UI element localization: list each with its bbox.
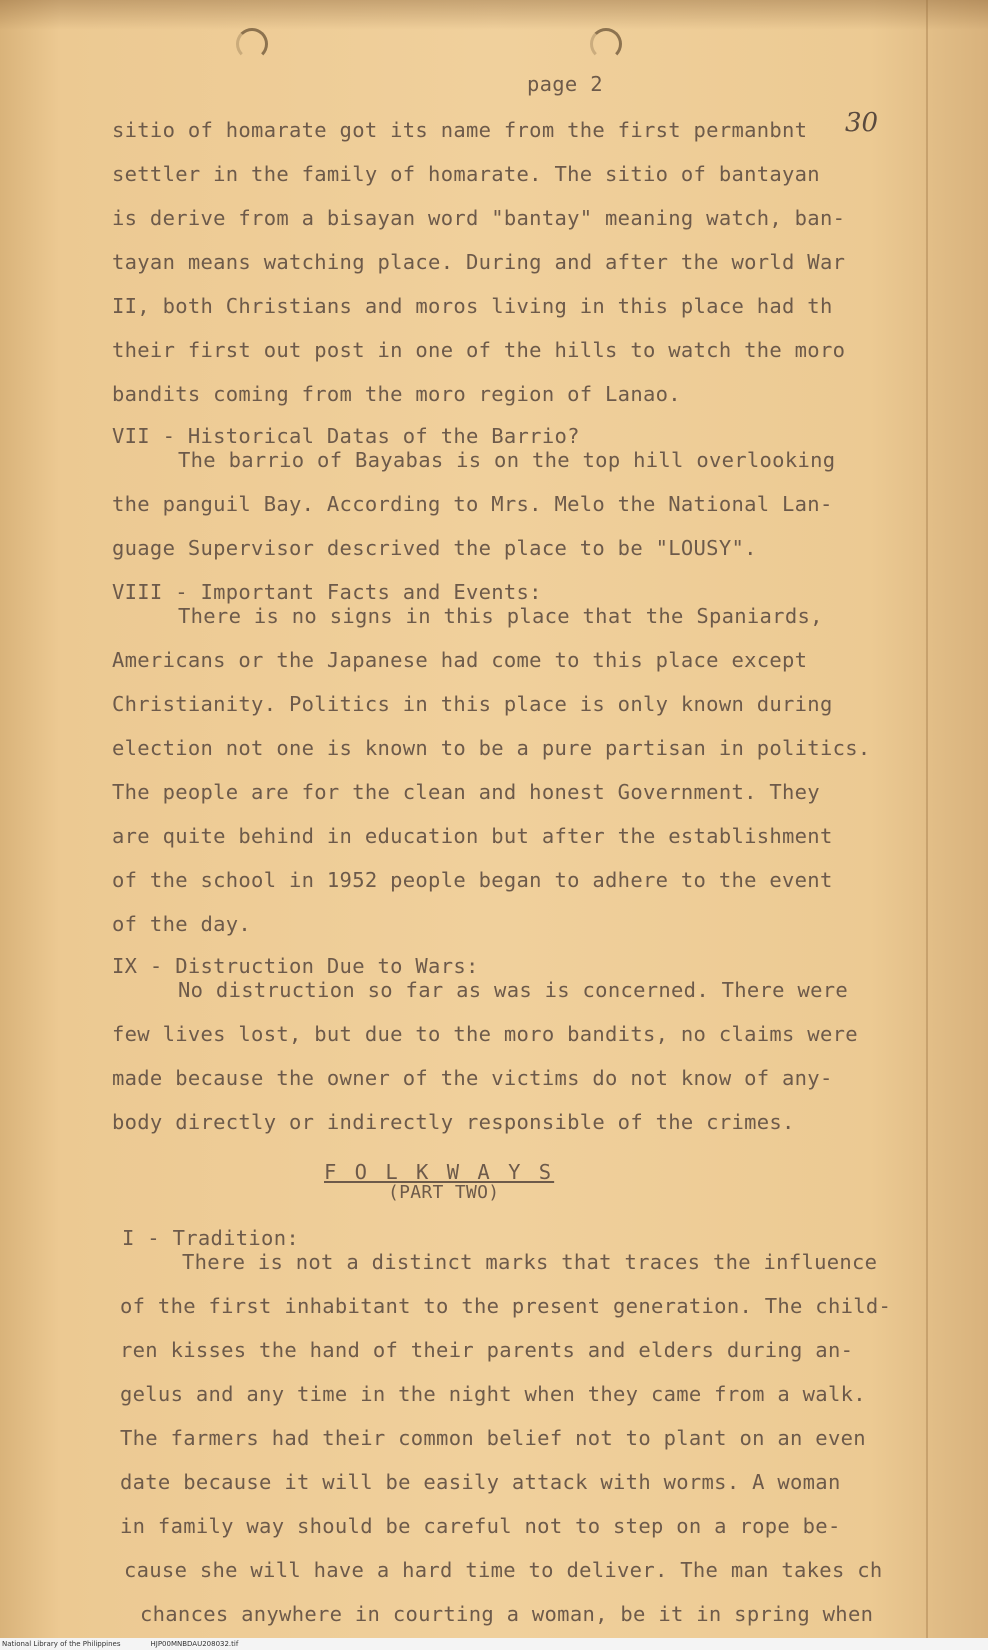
page-number: page 2: [527, 72, 603, 96]
scan-footer: [0, 1638, 988, 1650]
handwritten-page-mark: 30: [845, 108, 879, 138]
text-line: gelus and any time in the night when they came from a walk.: [120, 1382, 866, 1406]
section-heading: IX - Distruction Due to Wars:: [112, 954, 479, 978]
text-line: II, both Christians and moros living in this place had th: [112, 294, 833, 318]
text-line: their first out post in one of the hills to watch the moro: [112, 338, 846, 362]
punch-hole-left: [236, 28, 268, 60]
text-line: The barrio of Bayabas is on the top hill overlooking: [178, 448, 836, 472]
text-line: chances anywhere in courting a woman, be it in spring when: [140, 1602, 874, 1626]
punch-hole-right: [590, 28, 622, 60]
folk-ways-title: F O L K W A Y S: [324, 1160, 555, 1184]
text-line: settler in the family of homarate. The sitio of bantayan: [112, 162, 820, 186]
text-line: bandits coming from the moro region of Lanao.: [112, 382, 681, 406]
text-line: Christianity. Politics in this place is only known during: [112, 692, 833, 716]
section-heading: VIII - Important Facts and Events:: [112, 580, 542, 604]
text-line: guage Supervisor descrived the place to be "LOUSY".: [112, 536, 757, 560]
footer-filename: HJP00MNBDAU208032.tif: [150, 1640, 239, 1648]
text-line: The people are for the clean and honest Government. They: [112, 780, 820, 804]
text-line: are quite behind in education but after the establishment: [112, 824, 833, 848]
footer-library: National Library of the Philippines: [2, 1640, 121, 1648]
text-line: date because it will be easily attack with worms. A woman: [120, 1470, 841, 1494]
text-line: tayan means watching place. During and after the world War: [112, 250, 846, 274]
text-line: of the day.: [112, 912, 252, 936]
text-line: body directly or indirectly responsible of the crimes.: [112, 1110, 795, 1134]
text-line: There is not a distinct marks that traces the influence: [182, 1250, 878, 1274]
text-line: cause she will have a hard time to deliver. The man takes ch: [124, 1558, 883, 1582]
section-heading: I - Tradition:: [122, 1226, 299, 1250]
text-line: the panguil Bay. According to Mrs. Melo the National Lan-: [112, 492, 833, 516]
text-line: is derive from a bisayan word "bantay" meaning watch, ban-: [112, 206, 846, 230]
text-line: made because the owner of the victims do not know of any-: [112, 1066, 833, 1090]
text-line: ren kisses the hand of their parents and elders during an-: [120, 1338, 854, 1362]
text-line: There is no signs in this place that the Spaniards,: [178, 604, 823, 628]
text-line: election not one is known to be a pure partisan in politics.: [112, 736, 871, 760]
text-line: sitio of homarate got its name from the first permanbnt: [112, 118, 808, 142]
text-line: of the first inhabitant to the present generation. The child-: [120, 1294, 892, 1318]
section-heading: VII - Historical Datas of the Barrio?: [112, 424, 580, 448]
text-line: few lives lost, but due to the moro bandits, no claims were: [112, 1022, 858, 1046]
text-line: of the school in 1952 people began to adhere to the event: [112, 868, 833, 892]
text-line: No distruction so far as was is concerned. There were: [178, 978, 849, 1002]
folk-ways-subtitle: (PART TWO): [388, 1182, 500, 1203]
text-line: in family way should be careful not to step on a rope be-: [120, 1514, 841, 1538]
text-line: The farmers had their common belief not to plant on an even: [120, 1426, 866, 1450]
paper-edge: [926, 0, 928, 1638]
text-line: Americans or the Japanese had come to this place except: [112, 648, 808, 672]
